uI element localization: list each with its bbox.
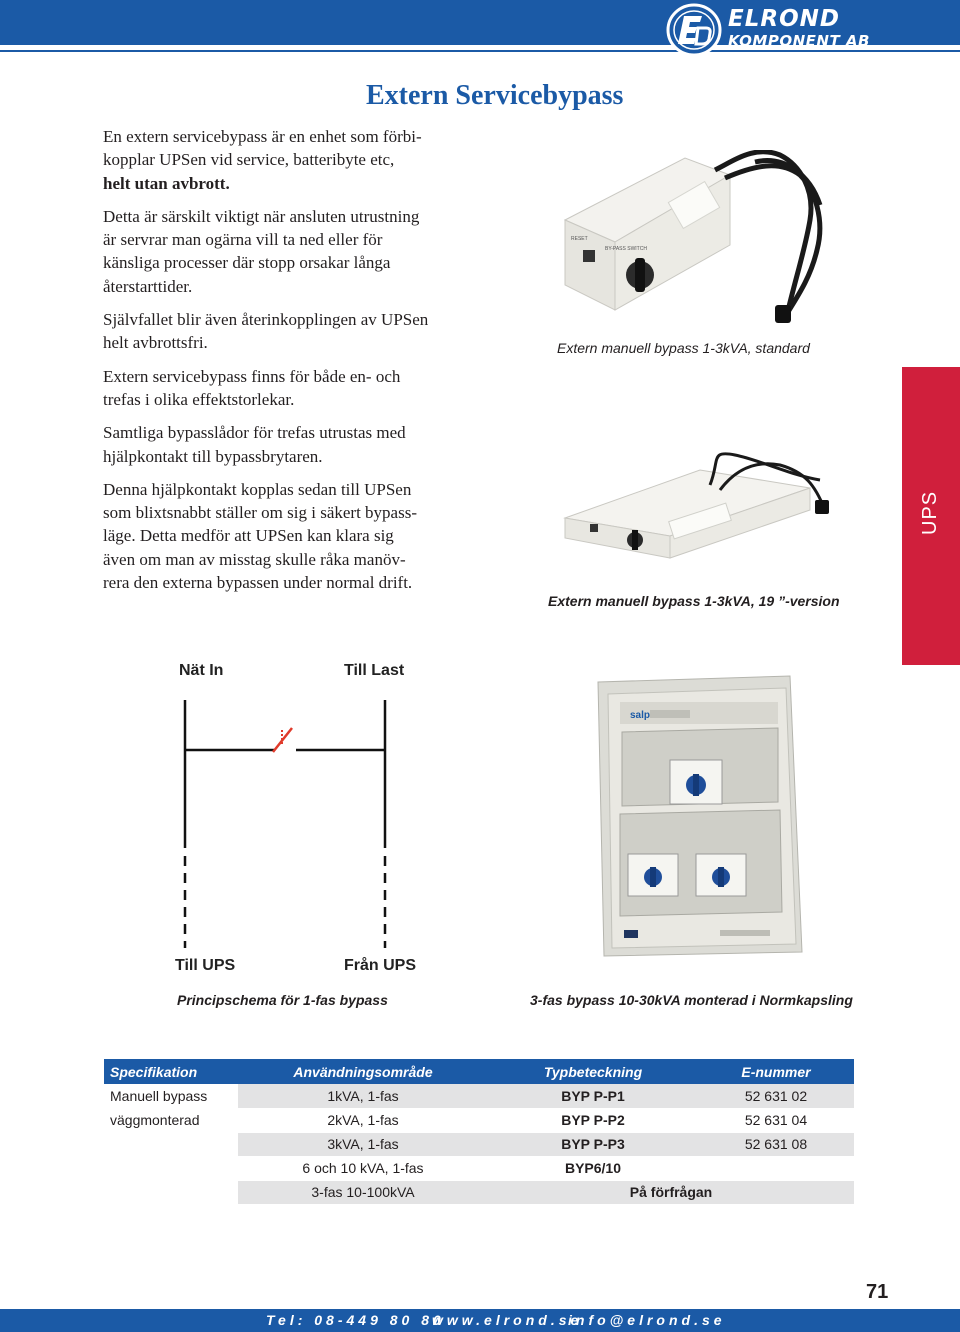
page-number: 71: [866, 1281, 889, 1303]
footer-web[interactable]: www.elrond.se: [432, 1312, 583, 1328]
cell-type: BYP P-P3: [488, 1132, 698, 1156]
table-row: [104, 1180, 854, 1204]
cell-use: 3-fas 10-100kVA: [238, 1180, 488, 1204]
intro-paragraph-4: [103, 365, 513, 412]
cell-enr: [698, 1156, 854, 1180]
intro-paragraph-3: [103, 308, 513, 355]
enclosure-brand: salp: [630, 710, 651, 721]
elrond-logo: [664, 2, 954, 60]
schema-label-net-in: Nät In: [179, 662, 224, 679]
cell-type: BYP6/10: [488, 1156, 698, 1180]
text-line: trefas i olika effektstorlekar.: [103, 389, 295, 409]
cell-spec: [104, 1156, 238, 1180]
text-line: Samtliga bypasslådor för trefas utrustas med: [103, 423, 406, 443]
cell-spec: Manuell bypass: [104, 1084, 238, 1108]
bypass-standard-photo: [555, 150, 855, 330]
photo3-caption: 3-fas bypass 10-30kVA monterad i Normkapsling: [530, 992, 853, 1008]
label-reset: RESET: [571, 236, 588, 242]
schema-caption: Principschema för 1-fas bypass: [177, 992, 388, 1008]
table-row: [104, 1084, 854, 1108]
page-title: Extern Servicebypass: [366, 80, 624, 111]
cell-type: På förfrågan: [488, 1180, 854, 1204]
cell-use: 2kVA, 1-fas: [238, 1108, 488, 1132]
table-row: [104, 1156, 854, 1180]
brand-sub: KOMPONENT AB: [728, 32, 870, 50]
cell-use: 1kVA, 1-fas: [238, 1084, 488, 1108]
photo2-caption: Extern manuell bypass 1-3kVA, 19 ”-version: [548, 593, 840, 609]
col-header-enr: E-nummer: [698, 1059, 854, 1084]
schema-label-to-load: Till Last: [344, 662, 405, 679]
logo-emblem-icon: [664, 2, 724, 60]
cell-use: 6 och 10 kVA, 1-fas: [238, 1156, 488, 1180]
intro-paragraph-5: [103, 421, 513, 468]
section-tab-label: UPS: [919, 490, 941, 535]
footer-bar: [0, 1309, 960, 1332]
bypass-3fas-photo: [590, 672, 810, 962]
intro-text: [103, 125, 513, 604]
text-line: Detta är särskilt viktigt när ansluten utrustning: [103, 206, 420, 226]
cell-type: BYP P-P1: [488, 1084, 698, 1108]
text-line: En extern servicebypass är en enhet som förbi-: [103, 127, 422, 146]
text-line: rera den externa bypassen under normal drift.: [103, 573, 413, 593]
text-line: även om man av misstag skulle råka manöv-: [103, 549, 406, 569]
col-header-use: Användningsområde: [238, 1059, 488, 1084]
brand-name: ELROND: [728, 6, 840, 32]
text-line: hjälpkontakt till bypassbrytaren.: [103, 446, 323, 466]
schema-label-from-ups: Från UPS: [344, 957, 417, 974]
text-line: återstarttider.: [103, 276, 193, 296]
intro-paragraph-1: [103, 125, 513, 195]
text-line: Denna hjälpkontakt kopplas sedan till UPSen: [103, 479, 412, 499]
text-line-bold: helt utan avbrott.: [103, 173, 230, 193]
text-line: känsliga processer där stopp orsakar långa: [103, 253, 391, 273]
cell-enr: 52 631 04: [698, 1108, 854, 1132]
col-header-type: Typbeteckning: [488, 1059, 698, 1084]
text-line: läge. Detta medför att UPSen kan klara sig: [103, 526, 394, 546]
schematic-lines: [170, 660, 430, 980]
text-line: som blixtsnabbt ställer om sig i säkert bypass-: [103, 503, 417, 523]
intro-paragraph-6: [103, 478, 513, 594]
footer-email[interactable]: info@elrond.se: [568, 1312, 726, 1328]
intro-paragraph-2: [103, 205, 513, 298]
cell-spec: [104, 1180, 238, 1204]
cell-enr: 52 631 02: [698, 1084, 854, 1108]
cell-spec: väggmonterad: [104, 1108, 238, 1132]
text-line: är servrar man ogärna vill ta ned eller för: [103, 230, 383, 250]
col-header-spec: Specifikation: [104, 1059, 238, 1084]
table-row: [104, 1132, 854, 1156]
cell-use: 3kVA, 1-fas: [238, 1132, 488, 1156]
bypass-schematic: [170, 660, 430, 980]
cell-type: BYP P-P2: [488, 1108, 698, 1132]
photo1-caption: Extern manuell bypass 1-3kVA, standard: [557, 340, 810, 356]
cell-enr: 52 631 08: [698, 1132, 854, 1156]
footer-phone: Tel: 08-449 80 80: [266, 1312, 445, 1328]
text-line: helt avbrottsfri.: [103, 333, 208, 353]
spec-table: [104, 1059, 854, 1205]
schema-label-to-ups: Till UPS: [175, 957, 236, 974]
section-tab: [902, 367, 960, 665]
text-line: Extern servicebypass finns för både en- och: [103, 366, 401, 386]
table-row: [104, 1108, 854, 1132]
cell-spec: [104, 1132, 238, 1156]
text-line: kopplar UPSen vid service, batteribyte etc,: [103, 150, 395, 170]
text-line: Självfallet blir även återinkopplingen av UPSen: [103, 310, 429, 330]
bypass-19inch-photo: [560, 440, 850, 570]
label-bypass-switch: BY-PASS SWITCH: [605, 246, 647, 252]
table-header-row: [104, 1059, 854, 1084]
